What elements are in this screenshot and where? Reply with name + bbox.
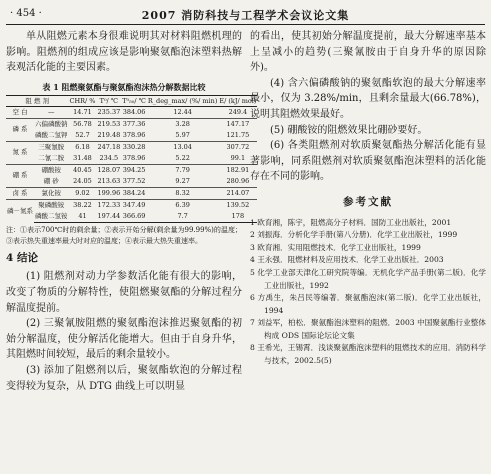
value-cell: 214.07 <box>226 188 250 197</box>
value-cell: 219.53 <box>97 119 121 128</box>
value-cell: 384.06 <box>122 107 146 116</box>
group-cell: 硼 系 <box>12 171 28 180</box>
group-cell: 氮 系 <box>12 148 28 157</box>
value-cell: 234.5 <box>99 153 119 162</box>
value-cell: 182.91 <box>226 165 250 174</box>
section-title: 4 结论 <box>6 251 38 264</box>
table-row <box>6 176 257 188</box>
intro-paragraph: 单从阻燃元素本身很难说明其对材料阻燃机理的影响。阻燃剂的组成应该是影响聚氨酯泡沫塑料热解表观活化能的主要因素。 <box>6 31 242 74</box>
page-header <box>0 0 491 26</box>
value-cell: 40.45 <box>73 165 92 174</box>
table-row <box>6 199 257 211</box>
reference-item: 5 化学工业部天津化工研究院等编．无机化学产品手册(第二版)．化学工业出版社，1992 <box>250 267 486 290</box>
agent-cell: 六偏磷酸钠 <box>35 119 68 128</box>
right-column <box>250 29 486 368</box>
value-cell: 12.44 <box>173 107 192 116</box>
value-cell: 366.69 <box>121 211 147 223</box>
value-cell: 5.22 <box>175 153 190 162</box>
value-cell: 172.33 <box>97 200 121 209</box>
table-row <box>6 153 257 165</box>
agent-cell: 磷酸二氢钾 <box>35 130 68 139</box>
value-cell: 280.96 <box>226 176 250 185</box>
conclusion-1: (1) 阻燃剂对动力学参数活化能有很大的影响，改变了物质的分解特性，使阻燃聚氨酯的分解过程分解温度提前。 <box>6 271 242 314</box>
value-cell: 347.49 <box>122 200 146 209</box>
table-caption: 表 1 阻燃聚氨酯与聚氨酯泡沫热分解数据比较 <box>42 81 206 92</box>
reference-item: 2 刘振海．分析化学手册(第八分册)．化学工业出版社，1999 <box>250 230 458 240</box>
col-header: T⁰/ ℃ <box>96 95 121 106</box>
value-cell: 6.18 <box>75 142 90 151</box>
agent-cell: 二氰二胺 <box>38 153 65 162</box>
reference-item: 7 刘益军，柏松．聚氨酯泡沫塑料的阻燃．2003 中国聚氨酯行业整体构成 ODS 国际论坛论文集 <box>250 318 486 340</box>
left-column <box>6 29 257 394</box>
col-header: CHR/ % <box>69 96 96 105</box>
reference-item: 8 王希光，王锡霄．浅谈聚氨酯泡沫塑料的阻燃技术的应用．消防科学与技术，2002.5(5) <box>250 343 486 366</box>
value-cell: 7.7 <box>147 211 218 223</box>
data-table <box>6 95 257 223</box>
value-cell: 6.39 <box>175 200 190 209</box>
value-cell: 377.36 <box>122 119 146 128</box>
value-cell: 31.48 <box>73 153 92 162</box>
reference-list <box>250 217 486 368</box>
value-cell: 56.78 <box>73 119 92 128</box>
value-cell: 9.02 <box>75 188 90 197</box>
header-rule <box>6 24 485 25</box>
value-cell: 14.71 <box>73 107 92 116</box>
value-cell: 3.28 <box>175 119 190 128</box>
value-cell: 121.75 <box>226 130 250 139</box>
agent-cell: — <box>48 107 55 116</box>
value-cell: 394.25 <box>122 165 146 174</box>
value-cell: 384.24 <box>122 188 146 197</box>
page-number: · 454 · <box>10 8 42 19</box>
value-cell: 235.37 <box>97 107 121 116</box>
value-cell: 247.18 <box>97 142 121 151</box>
agent-cell: 三聚氰胺 <box>38 142 65 151</box>
value-cell: 378.96 <box>122 153 146 162</box>
value-cell: 139.52 <box>226 200 250 209</box>
col-header: 阻 燃 剂 <box>6 95 69 106</box>
conclusion-6: (6) 各类阻燃剂对软质聚氨酯热分解活化能有显著影响，同系阻燃剂对软质聚氨酯泡沫塑料的活化能存在不同的影响。 <box>250 140 486 183</box>
value-cell: 128.07 <box>97 165 121 174</box>
value-cell: 330.28 <box>122 142 146 151</box>
value-cell: 197.44 <box>96 211 121 223</box>
group-cell: 磷 系 <box>12 125 28 134</box>
group-cell: 空 白 <box>12 107 28 116</box>
conclusion-4: (4) 含六偏磷酸钠的聚氨酯软泡的最大分解速率最小，仅为 3.28%/min，且剩余量最大(66.78%)，说明其阻燃效果最好。 <box>250 77 486 120</box>
agent-cell: 磷酸二氢铵 <box>34 211 69 223</box>
value-cell: 24.05 <box>73 176 92 185</box>
value-cell: 13.04 <box>173 142 192 151</box>
value-cell: 99.1 <box>230 153 246 162</box>
agent-cell: 聚磷酸铵 <box>38 200 65 209</box>
table-row <box>6 130 257 142</box>
value-cell: 52.7 <box>75 130 90 139</box>
value-cell: 9.27 <box>175 176 190 185</box>
table-row <box>6 141 257 153</box>
col-header: T⁰₅₀/ ℃ <box>122 96 146 105</box>
value-cell: 377.52 <box>122 176 146 185</box>
agent-cell: 硼酸铵 <box>41 165 61 174</box>
value-cell: 249.4 <box>228 107 248 116</box>
running-title: 2007 消防科技与工程学术会议论文集 <box>141 9 350 22</box>
value-cell: 307.72 <box>226 142 250 151</box>
conclusion-5: (5) 硼酸铵的阻燃效果比硼砂要好。 <box>270 124 428 136</box>
conclusion-3: (3) 添加了阻燃剂以后，聚氨酯软泡的分解过程变得较为复杂，从 DTG 曲线上可以明显 <box>6 364 242 392</box>
reference-item: 1 欧育湘，陈宇，阻燃高分子材料．国防工业出版社，2001 <box>250 217 452 227</box>
value-cell: 5.97 <box>175 130 190 139</box>
agent-cell: 硼 砂 <box>43 176 59 185</box>
references-title: 参考文献 <box>343 195 393 208</box>
table-row <box>6 164 257 176</box>
table-row <box>6 211 257 223</box>
col-header: E/ (kJ/ mol) <box>219 96 257 105</box>
continued-paragraph: 的看出，使其初始分解温度提前，最大分解速率基本上呈减小的趋势(三聚氰胺由于自身升华的原因除外)。 <box>250 31 486 74</box>
group-cell: 卤 系 <box>12 188 28 197</box>
table-row <box>6 118 257 130</box>
value-cell: 41 <box>69 211 97 223</box>
conclusion-2: (2) 三聚氰胺阻燃的聚氨酯泡沫推迟聚氨酯的初始分解温度，使分解活化能增大。但由于自身升华，其阻燃时间较短，最后的剩余量较小。 <box>6 318 242 361</box>
value-cell: 178 <box>218 211 257 223</box>
reference-item: 6 方禹生，朱吕民等编著．聚氨酯泡沫(第二版)．化学工业出版社，1994 <box>250 293 486 315</box>
value-cell: 213.63 <box>97 176 121 185</box>
reference-item: 4 王永强．阻燃材料及应用技术．化学工业出版社．2003 <box>250 255 444 265</box>
table-header-row <box>6 95 257 106</box>
table-row <box>6 106 257 118</box>
value-cell: 147.17 <box>226 119 250 128</box>
value-cell: 199.96 <box>97 188 121 197</box>
table-row <box>6 187 257 199</box>
value-cell: 378.96 <box>122 130 146 139</box>
col-header: R_deg_max/ (%/ min) <box>147 96 218 105</box>
value-cell: 7.79 <box>175 165 190 174</box>
group-cell: 磷－氮系 <box>7 206 33 215</box>
value-cell: 8.32 <box>175 188 190 197</box>
reference-item: 3 欧育湘．实用阻燃技术．化学工业出版社，1999 <box>250 242 421 252</box>
value-cell: 38.22 <box>73 200 92 209</box>
table-note: 注：①表示700℃时的剩余量；②表示开始分解(剩余量为99.99%)的温度；③表示热失重速率最大时对应的温度；④表示最大热失重速率。 <box>6 225 242 245</box>
value-cell: 219.48 <box>97 130 121 139</box>
agent-cell: 氯化铵 <box>41 188 61 197</box>
